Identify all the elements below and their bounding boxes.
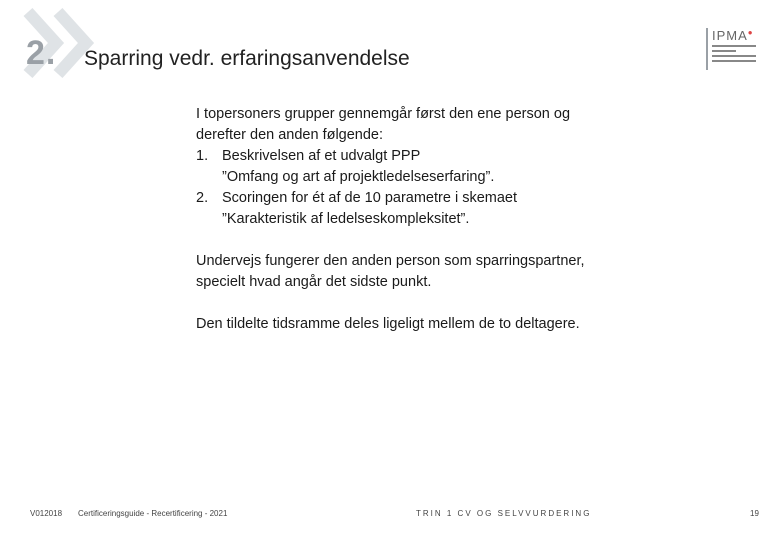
list-number: 1. — [196, 148, 209, 164]
logo-text: IPMA● — [712, 28, 754, 43]
footer-page-number: 19 — [750, 509, 759, 518]
intro-line: I topersoners grupper gennemgår først den ene person og — [196, 106, 571, 122]
logo-bar — [706, 28, 708, 70]
list-number: 2. — [196, 190, 209, 206]
steps-list — [196, 146, 736, 230]
footer-step: TRIN 1 CV OG SELVVURDERING — [416, 509, 592, 518]
paragraph-line: Undervejs fungerer den anden person som sparringspartner, — [196, 253, 585, 269]
list-item — [196, 188, 736, 230]
paragraph-line: specielt hvad angår det sidste punkt. — [196, 274, 432, 290]
list-subtext: ”Karakteristik af ledelseskompleksitet”. — [222, 211, 470, 227]
ipma-logo — [706, 28, 762, 74]
list-text: Scoringen for ét af de 10 parametre i skemaet — [222, 190, 517, 206]
intro-line: derefter den anden følgende: — [196, 127, 384, 143]
paragraph-line: Den tildelte tidsramme deles ligeligt mellem de to deltagere. — [196, 316, 580, 332]
slide-number: 2. — [26, 34, 57, 72]
list-subtext: ”Omfang og art af projektledelseserfaring”. — [222, 169, 495, 185]
page-title: Sparring vedr. erfaringsanvendelse — [84, 47, 410, 70]
list-text: Beskrivelsen af et udvalgt PPP — [222, 148, 421, 164]
footer-version: V012018 — [30, 509, 63, 518]
list-item — [196, 146, 736, 188]
logo-lines — [712, 45, 756, 65]
footer-doc-title: Certificeringsguide - Recertificering - 2021 — [78, 509, 228, 518]
body-text — [196, 104, 736, 335]
